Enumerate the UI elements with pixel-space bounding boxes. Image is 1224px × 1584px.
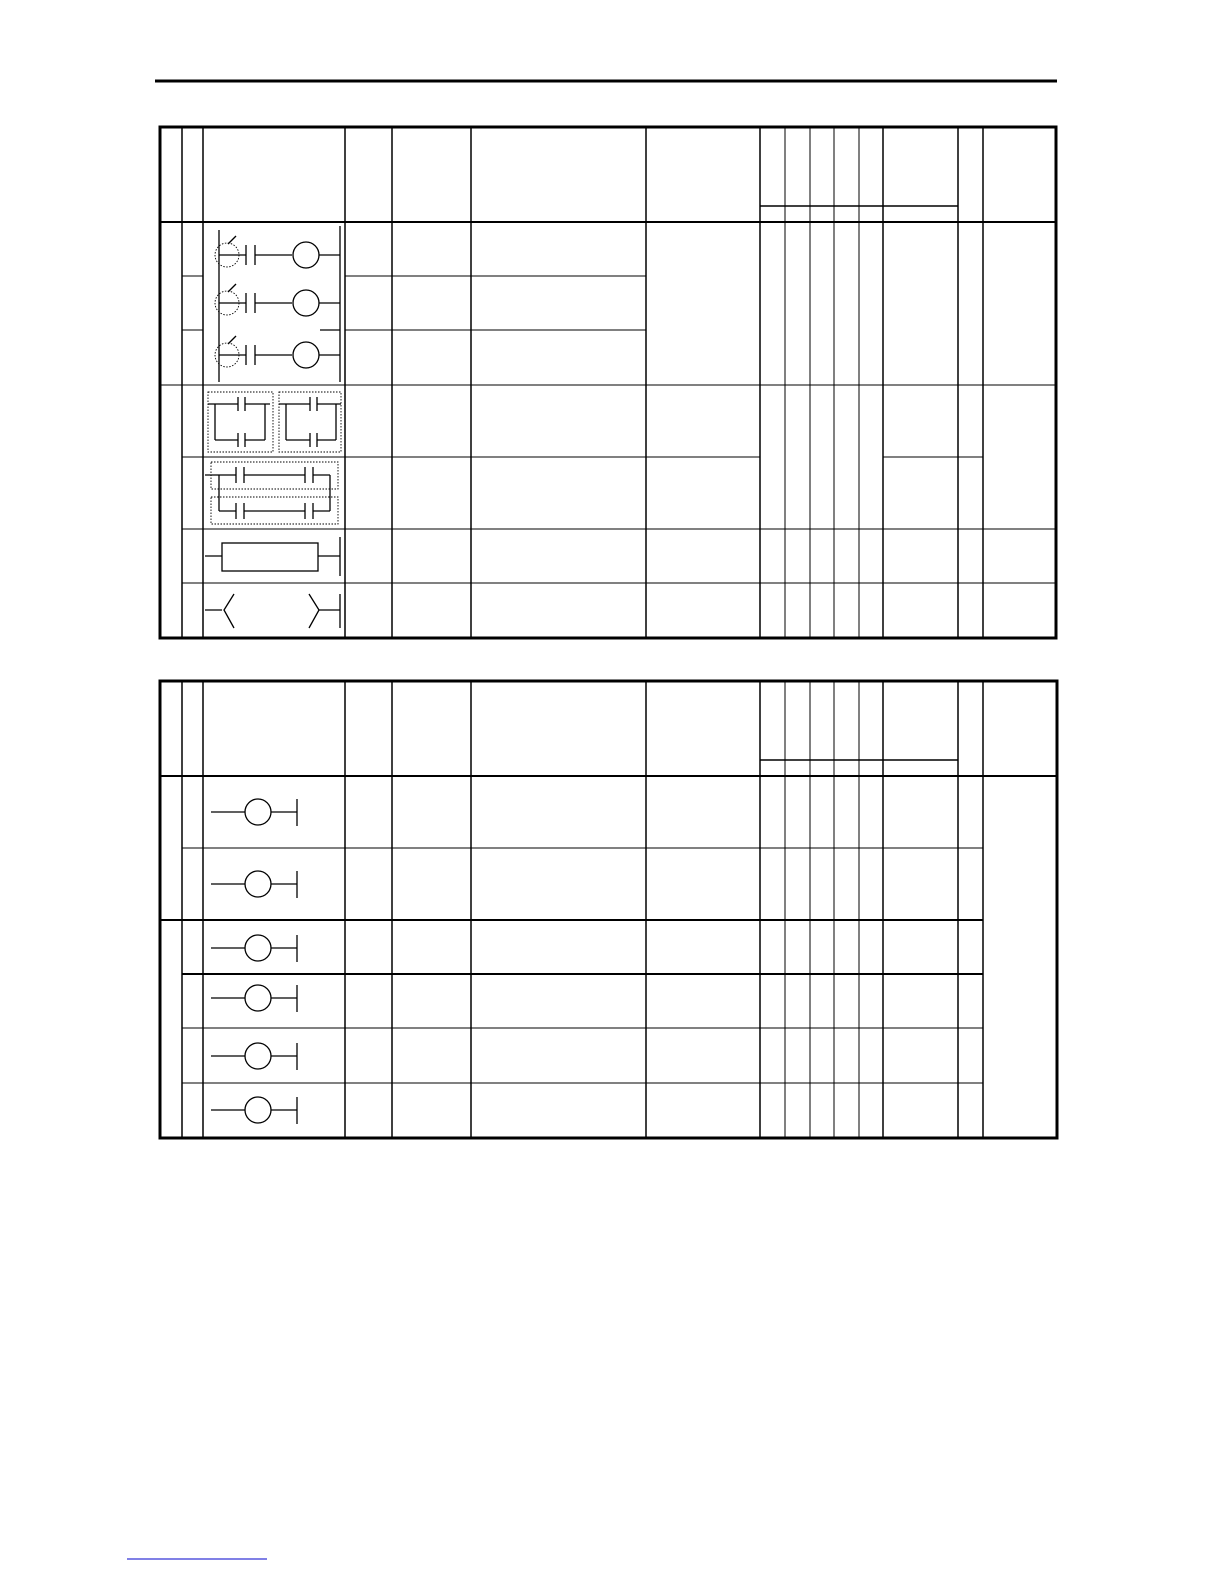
bracket-instruction-symbol	[205, 594, 340, 628]
contact-coil-row-1	[215, 236, 340, 268]
output-coil-row-6	[211, 1097, 297, 1124]
output-coil-row-4	[211, 985, 297, 1012]
coil	[293, 242, 319, 268]
upper-table-border	[160, 127, 1056, 638]
output-coil-row-3	[211, 935, 297, 962]
ladder-symbols-upper	[205, 226, 341, 628]
contact-coil-row-3	[215, 336, 340, 368]
upper-instruction-table	[160, 127, 1056, 638]
parallel-contact-block-pair	[208, 392, 341, 452]
lower-instruction-table	[160, 681, 1057, 1138]
contact-coil-row-2	[215, 284, 340, 316]
coil	[293, 290, 319, 316]
output-coil-row-2	[211, 871, 297, 898]
function-box-symbol	[205, 537, 340, 576]
output-coil-row-1	[211, 799, 297, 826]
series-contact-block-pair	[205, 462, 338, 524]
output-coil-row-5	[211, 1043, 297, 1070]
lower-table-border	[160, 681, 1057, 1138]
coil	[293, 342, 319, 368]
